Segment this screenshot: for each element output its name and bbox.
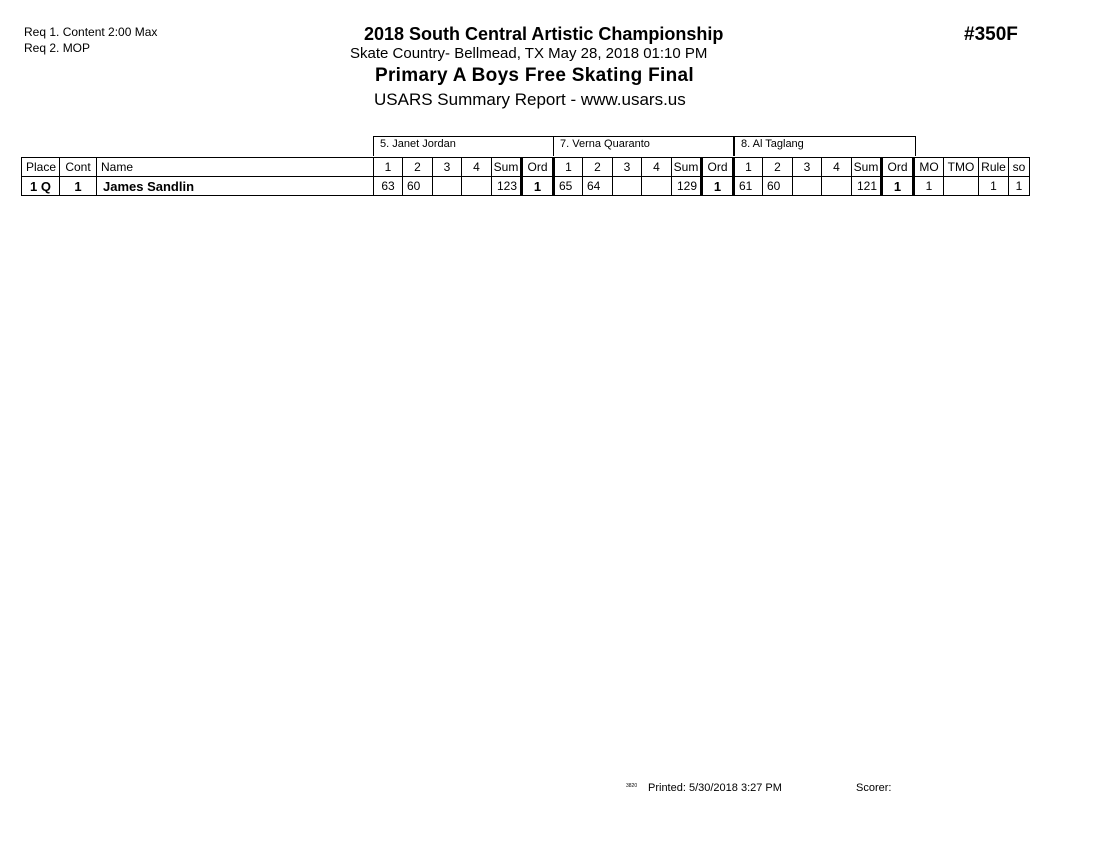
cell-j1-score3 (433, 177, 462, 196)
col-header-j1-2: 2 (403, 158, 433, 177)
col-header-j3-ord: Ord (882, 158, 914, 177)
cell-j3-score4 (822, 177, 852, 196)
col-header-cont: Cont (60, 158, 97, 177)
cell-j3-ord: 1 (882, 177, 914, 196)
col-header-place: Place (22, 158, 60, 177)
cell-j2-score2: 64 (583, 177, 613, 196)
col-header-j2-ord: Ord (702, 158, 734, 177)
printed-timestamp: Printed: 5/30/2018 3:27 PM (648, 782, 782, 794)
col-header-j1-1: 1 (374, 158, 403, 177)
judge-name: 8. Al Taglang (741, 138, 804, 150)
judge-header-3 (734, 136, 916, 156)
cell-j1-score4 (462, 177, 492, 196)
col-header-mo: MO (914, 158, 944, 177)
cell-mo: 1 (914, 177, 944, 196)
cell-skater-name: James Sandlin (97, 177, 374, 196)
col-header-j2-1: 1 (554, 158, 583, 177)
cell-j2-ord: 1 (702, 177, 734, 196)
col-header-j1-3: 3 (433, 158, 462, 177)
scorer-label: Scorer: (856, 782, 892, 794)
judge-name: 5. Janet Jordan (380, 138, 456, 150)
col-header-j1-4: 4 (462, 158, 492, 177)
judge-name: 7. Verna Quaranto (560, 138, 650, 150)
col-header-j2-4: 4 (642, 158, 672, 177)
col-header-j2-3: 3 (613, 158, 642, 177)
col-header-rule: Rule (979, 158, 1009, 177)
cell-j2-score4 (642, 177, 672, 196)
cell-tmo (944, 177, 979, 196)
cell-j1-score1: 63 (374, 177, 403, 196)
footer-tiny-code: 3820 (626, 783, 638, 789)
cell-cont: 1 (60, 177, 97, 196)
cell-j3-score3 (793, 177, 822, 196)
championship-title: 2018 South Central Artistic Championship (364, 24, 724, 44)
table-row (22, 177, 1030, 196)
col-header-j2-sum: Sum (672, 158, 702, 177)
cell-j3-score2: 60 (763, 177, 793, 196)
col-header-j2-2: 2 (583, 158, 613, 177)
requirement-1: Req 1. Content 2:00 Max (24, 25, 158, 39)
col-header-j3-1: 1 (734, 158, 763, 177)
cell-j2-score1: 65 (554, 177, 583, 196)
col-header-j3-2: 2 (763, 158, 793, 177)
col-header-so: so (1009, 158, 1030, 177)
event-code: #350F (964, 24, 1018, 45)
judge-header-1 (373, 136, 554, 156)
results-table (21, 157, 1030, 196)
col-header-tmo: TMO (944, 158, 979, 177)
cell-j2-sum: 129 (672, 177, 702, 196)
venue-date-line: Skate Country- Bellmead, TX May 28, 2018 01:10 PM (350, 45, 708, 62)
cell-j2-score3 (613, 177, 642, 196)
cell-place: 1 Q (22, 177, 60, 196)
cell-j1-sum: 123 (492, 177, 522, 196)
judge-header-2 (553, 136, 734, 156)
col-header-j3-sum: Sum (852, 158, 882, 177)
col-header-j3-3: 3 (793, 158, 822, 177)
table-header-row (22, 158, 1030, 177)
report-title: USARS Summary Report - www.usars.us (374, 90, 686, 109)
cell-j3-score1: 61 (734, 177, 763, 196)
col-header-j1-sum: Sum (492, 158, 522, 177)
col-header-j1-ord: Ord (522, 158, 554, 177)
cell-rule: 1 (979, 177, 1009, 196)
cell-so: 1 (1009, 177, 1030, 196)
cell-j3-sum: 121 (852, 177, 882, 196)
requirement-2: Req 2. MOP (24, 41, 91, 55)
cell-j1-score2: 60 (403, 177, 433, 196)
col-header-name: Name (97, 158, 374, 177)
cell-j1-ord: 1 (522, 177, 554, 196)
col-header-j3-4: 4 (822, 158, 852, 177)
event-title: Primary A Boys Free Skating Final (375, 65, 694, 86)
